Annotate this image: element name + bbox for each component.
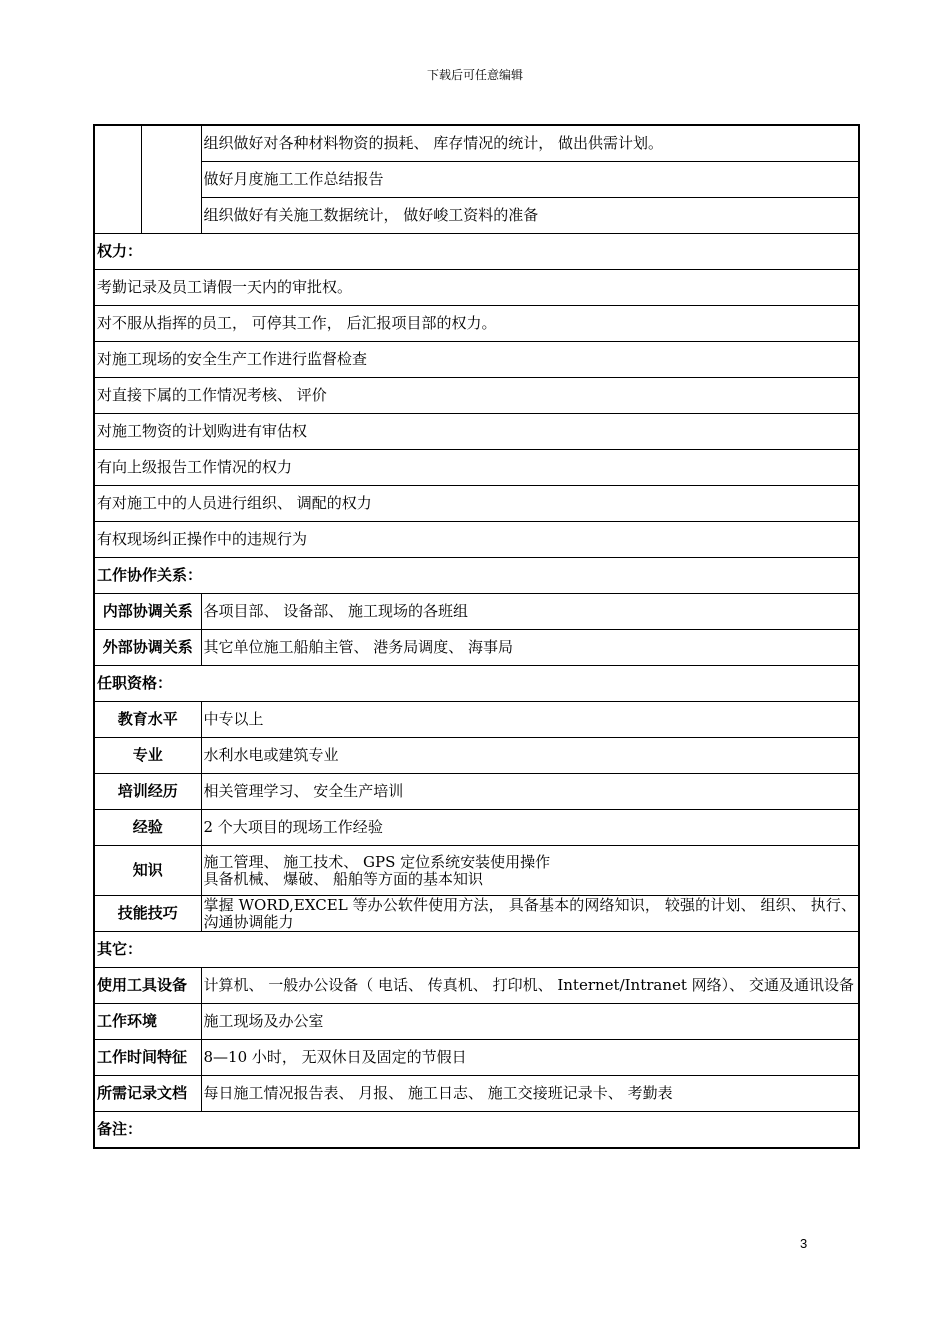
tools-value: 计算机、 一般办公设备（ 电话、 传真机、 打印机、 Internet/Intranet 网络）、 交通及通讯设备 — [201, 968, 859, 1004]
other-row — [94, 1076, 859, 1112]
power-row — [94, 450, 859, 486]
duty-row — [94, 125, 859, 162]
power-row — [94, 342, 859, 378]
knowledge-line: 具备机械、 爆破、 船舶等方面的基本知识 — [203, 869, 484, 888]
external-relations-label: 外部协调关系 — [94, 630, 201, 666]
skills-value: 掌握 WORD,EXCEL 等办公软件使用方法， 具备基本的网络知识， 较强的计划、 组织、 执行、 沟通协调能力 — [201, 896, 859, 932]
section-header-row — [94, 666, 859, 702]
relation-row — [94, 594, 859, 630]
documents-value: 每日施工情况报告表、 月报、 施工日志、 施工交接班记录卡、 考勤表 — [201, 1076, 859, 1112]
qualification-row — [94, 738, 859, 774]
major-value: 水利水电或建筑专业 — [201, 738, 859, 774]
other-row — [94, 968, 859, 1004]
power-item: 有对施工中的人员进行组织、 调配的权力 — [94, 486, 859, 522]
power-row — [94, 414, 859, 450]
page-number: 3 — [800, 1236, 808, 1251]
external-relations-value: 其它单位施工船舶主管、 港务局调度、 海事局 — [201, 630, 859, 666]
tools-label: 使用工具设备 — [94, 968, 201, 1004]
power-row — [94, 378, 859, 414]
power-row — [94, 306, 859, 342]
training-value: 相关管理学习、 安全生产培训 — [201, 774, 859, 810]
qualification-row — [94, 774, 859, 810]
qualifications-section-title: 任职资格： — [94, 666, 859, 702]
power-row — [94, 486, 859, 522]
duty-text: 组织做好有关施工数据统计， 做好峻工资料的准备 — [201, 198, 859, 234]
section-header-row — [94, 1112, 859, 1149]
internal-relations-value: 各项目部、 设备部、 施工现场的各班组 — [201, 594, 859, 630]
education-value: 中专以上 — [201, 702, 859, 738]
environment-value: 施工现场及办公室 — [201, 1004, 859, 1040]
duty-text: 做好月度施工工作总结报告 — [201, 162, 859, 198]
internal-relations-label: 内部协调关系 — [94, 594, 201, 630]
notes-section-title: 备注： — [94, 1112, 859, 1149]
training-label: 培训经历 — [94, 774, 201, 810]
qualification-row — [94, 896, 859, 932]
major-label: 专业 — [94, 738, 201, 774]
power-item: 对直接下属的工作情况考核、 评价 — [94, 378, 859, 414]
power-item: 对施工物资的计划购进有审估权 — [94, 414, 859, 450]
power-item: 对施工现场的安全生产工作进行监督检查 — [94, 342, 859, 378]
education-label: 教育水平 — [94, 702, 201, 738]
power-item: 有向上级报告工作情况的权力 — [94, 450, 859, 486]
section-header-row — [94, 558, 859, 594]
other-row — [94, 1004, 859, 1040]
duty-row — [94, 162, 859, 198]
experience-value: 2 个大项目的现场工作经验 — [201, 810, 859, 846]
duty-row — [94, 198, 859, 234]
relations-section-title: 工作协作关系： — [94, 558, 859, 594]
section-header-row — [94, 234, 859, 270]
duty-category-cell — [141, 125, 201, 234]
documents-label: 所需记录文档 — [94, 1076, 201, 1112]
power-row — [94, 270, 859, 306]
work-hours-label: 工作时间特征 — [94, 1040, 201, 1076]
powers-section-title: 权力： — [94, 234, 859, 270]
experience-label: 经验 — [94, 810, 201, 846]
knowledge-line: 施工管理、 施工技术、 GPS 定位系统安装使用操作 — [203, 852, 551, 871]
knowledge-value — [201, 846, 859, 896]
qualification-row — [94, 810, 859, 846]
other-section-title: 其它： — [94, 932, 859, 968]
skills-label: 技能技巧 — [94, 896, 201, 932]
duty-index-cell — [94, 125, 141, 234]
power-item: 考勤记录及员工请假一天内的审批权。 — [94, 270, 859, 306]
environment-label: 工作环境 — [94, 1004, 201, 1040]
job-description-table — [93, 124, 860, 1149]
section-header-row — [94, 932, 859, 968]
power-item: 有权现场纠正操作中的违规行为 — [94, 522, 859, 558]
duty-text: 组织做好对各种材料物资的损耗、 库存情况的统计， 做出供需计划。 — [201, 125, 859, 162]
header-note: 下载后可任意编辑 — [426, 68, 523, 82]
qualification-row — [94, 846, 859, 896]
work-hours-value: 8—10 小时， 无双休日及固定的节假日 — [201, 1040, 859, 1076]
power-item: 对不服从指挥的员工， 可停其工作， 后汇报项目部的权力。 — [94, 306, 859, 342]
other-row — [94, 1040, 859, 1076]
power-row — [94, 522, 859, 558]
knowledge-label: 知识 — [94, 846, 201, 896]
relation-row — [94, 630, 859, 666]
qualification-row — [94, 702, 859, 738]
